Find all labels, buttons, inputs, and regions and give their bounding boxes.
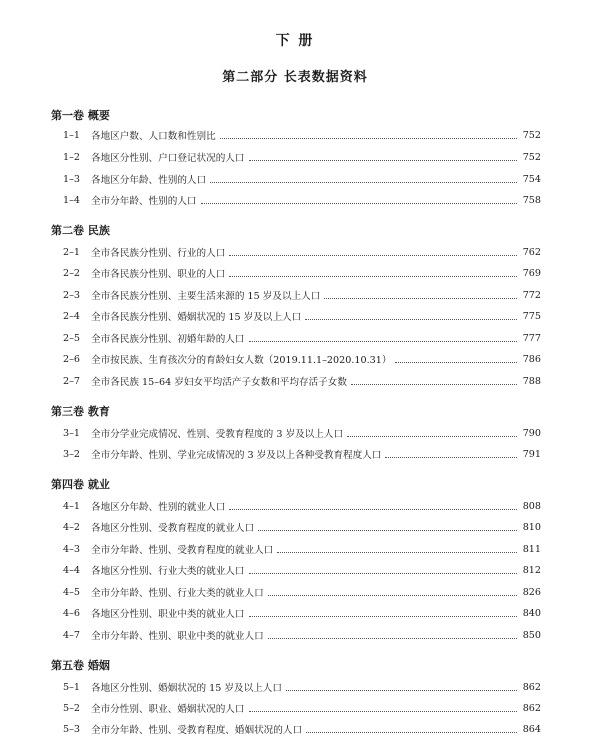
dot-leader	[277, 551, 517, 553]
entry-title: 各地区分性别、户口登记状况的人口	[91, 153, 245, 164]
toc-entry[interactable]	[63, 287, 541, 303]
dot-leader	[229, 275, 517, 277]
part-title: 第二部分 长表数据资料	[222, 70, 368, 85]
dot-leader	[268, 637, 517, 639]
entry-page-number: 754	[522, 173, 541, 185]
dot-leader	[249, 340, 518, 342]
toc-entry[interactable]	[63, 373, 541, 389]
entry-title: 全市分年龄、性别、学业完成情况的 3 岁及以上各种受教育程度人口	[91, 450, 382, 461]
entry-page-number: 769	[522, 267, 541, 279]
entry-title: 全市分年龄、性别、职业中类的就业人口	[91, 631, 264, 642]
entry-number: 4–3	[63, 543, 81, 555]
entry-number: 5–3	[63, 723, 81, 735]
entry-title: 各地区分性别、职业中类的就业人口	[91, 609, 245, 620]
entry-title: 各地区分年龄、性别的人口	[91, 175, 207, 186]
toc-entry[interactable]	[63, 446, 541, 462]
toc-entry[interactable]	[63, 265, 541, 281]
dot-leader	[210, 181, 517, 183]
entry-page-number: 777	[522, 332, 541, 344]
dot-leader	[324, 297, 517, 299]
toc-entry[interactable]	[63, 498, 541, 514]
entry-number: 5–2	[63, 702, 81, 714]
dot-leader	[229, 254, 517, 256]
entry-page-number: 862	[522, 681, 541, 693]
dot-leader	[249, 615, 518, 617]
entry-page-number: 790	[522, 427, 541, 439]
entry-page-number: 758	[522, 194, 541, 206]
entry-page-number: 786	[522, 353, 541, 365]
entry-number: 2–6	[63, 353, 81, 365]
section-heading: 第五卷 婚姻	[51, 659, 110, 672]
toc-entry[interactable]	[63, 679, 541, 695]
toc-entry[interactable]	[63, 519, 541, 535]
dot-leader	[306, 731, 517, 733]
entry-title: 各地区分性别、受教育程度的就业人口	[91, 523, 255, 534]
dot-leader	[395, 361, 517, 363]
entry-number: 2–5	[63, 332, 81, 344]
entry-number: 2–2	[63, 267, 81, 279]
entry-title: 全市各民族 15–64 岁妇女平均活产子女数和平均存活子女数	[91, 377, 347, 388]
entry-title: 全市分年龄、性别、行业大类的就业人口	[91, 588, 264, 599]
toc-entry[interactable]	[63, 127, 541, 143]
entry-number: 3–2	[63, 448, 81, 460]
entry-page-number: 811	[522, 543, 541, 555]
entry-number: 1–2	[63, 151, 81, 163]
toc-entry[interactable]	[63, 192, 541, 208]
entry-page-number: 788	[522, 375, 541, 387]
entry-page-number: 812	[522, 564, 541, 576]
section-heading: 第三卷 教育	[51, 405, 110, 418]
toc-entry[interactable]	[63, 330, 541, 346]
entry-number: 5–1	[63, 681, 81, 693]
toc-entry[interactable]	[63, 171, 541, 187]
entry-number: 4–6	[63, 607, 81, 619]
entry-title: 全市各民族分性别、初婚年龄的人口	[91, 334, 245, 345]
toc-entry[interactable]	[63, 584, 541, 600]
entry-page-number: 752	[522, 151, 541, 163]
section-heading: 第四卷 就业	[51, 478, 110, 491]
dot-leader	[249, 159, 518, 161]
entry-page-number: 850	[522, 629, 541, 641]
entry-title: 全市按民族、生育孩次分的育龄妇女人数（2019.11.1–2020.10.31）	[91, 355, 392, 366]
toc-entry[interactable]	[63, 562, 541, 578]
entry-title: 全市各民族分性别、主要生活来源的 15 岁及以上人口	[91, 291, 321, 302]
toc-entry[interactable]	[63, 605, 541, 621]
entry-page-number: 862	[522, 702, 541, 714]
toc-entry[interactable]	[63, 541, 541, 557]
entry-page-number: 840	[522, 607, 541, 619]
dot-leader	[305, 318, 517, 320]
entry-title: 各地区户数、人口数和性别比	[91, 131, 216, 142]
entry-number: 4–2	[63, 521, 81, 533]
entry-title: 各地区分年龄、性别的就业人口	[91, 502, 226, 513]
toc-entry[interactable]	[63, 308, 541, 324]
dot-leader	[229, 508, 517, 510]
dot-leader	[385, 456, 517, 458]
entry-title: 全市分学业完成情况、性别、受教育程度的 3 岁及以上人口	[91, 429, 344, 440]
entry-number: 2–4	[63, 310, 81, 322]
dot-leader	[268, 594, 517, 596]
entry-number: 3–1	[63, 427, 81, 439]
dot-leader	[249, 710, 518, 712]
entry-page-number: 762	[522, 246, 541, 258]
entry-number: 1–4	[63, 194, 81, 206]
entry-number: 1–1	[63, 129, 81, 141]
entry-title: 全市各民族分性别、行业的人口	[91, 248, 226, 259]
entry-page-number: 772	[522, 289, 541, 301]
entry-number: 2–3	[63, 289, 81, 301]
dot-leader	[258, 529, 517, 531]
toc-entry[interactable]	[63, 700, 541, 716]
section-heading: 第二卷 民族	[51, 224, 110, 237]
entry-title: 各地区分性别、行业大类的就业人口	[91, 566, 245, 577]
dot-leader	[351, 383, 517, 385]
entry-number: 2–1	[63, 246, 81, 258]
entry-page-number: 810	[522, 521, 541, 533]
entry-number: 4–4	[63, 564, 81, 576]
dot-leader	[249, 572, 518, 574]
entry-title: 全市各民族分性别、婚姻状况的 15 岁及以上人口	[91, 312, 302, 323]
toc-entry[interactable]	[63, 149, 541, 165]
dot-leader	[220, 137, 517, 139]
entry-page-number: 791	[522, 448, 541, 460]
dot-leader	[347, 435, 517, 437]
toc-entry[interactable]	[63, 721, 541, 737]
entry-title: 全市分年龄、性别、受教育程度、婚姻状况的人口	[91, 725, 303, 736]
entry-page-number: 826	[522, 586, 541, 598]
toc-entry[interactable]	[63, 244, 541, 260]
dot-leader	[286, 689, 517, 691]
entry-number: 2–7	[63, 375, 81, 387]
entry-title: 全市分年龄、性别的人口	[91, 196, 197, 207]
toc-entry[interactable]	[63, 627, 541, 643]
dot-leader	[201, 202, 517, 204]
entry-title: 全市分性别、职业、婚姻状况的人口	[91, 704, 245, 715]
entry-page-number: 864	[522, 723, 541, 735]
entry-page-number: 752	[522, 129, 541, 141]
entry-number: 1–3	[63, 173, 81, 185]
entry-number: 4–1	[63, 500, 81, 512]
entry-page-number: 775	[522, 310, 541, 322]
volume-title: 下 册	[275, 33, 315, 49]
toc-entry[interactable]	[63, 351, 541, 367]
entry-title: 各地区分性别、婚姻状况的 15 岁及以上人口	[91, 683, 282, 694]
entry-number: 4–5	[63, 586, 81, 598]
entry-title: 全市分年龄、性别、受教育程度的就业人口	[91, 545, 274, 556]
entry-page-number: 808	[522, 500, 541, 512]
toc-entry[interactable]	[63, 425, 541, 441]
section-heading: 第一卷 概要	[51, 109, 110, 122]
entry-title: 全市各民族分性别、职业的人口	[91, 269, 226, 280]
entry-number: 4–7	[63, 629, 81, 641]
